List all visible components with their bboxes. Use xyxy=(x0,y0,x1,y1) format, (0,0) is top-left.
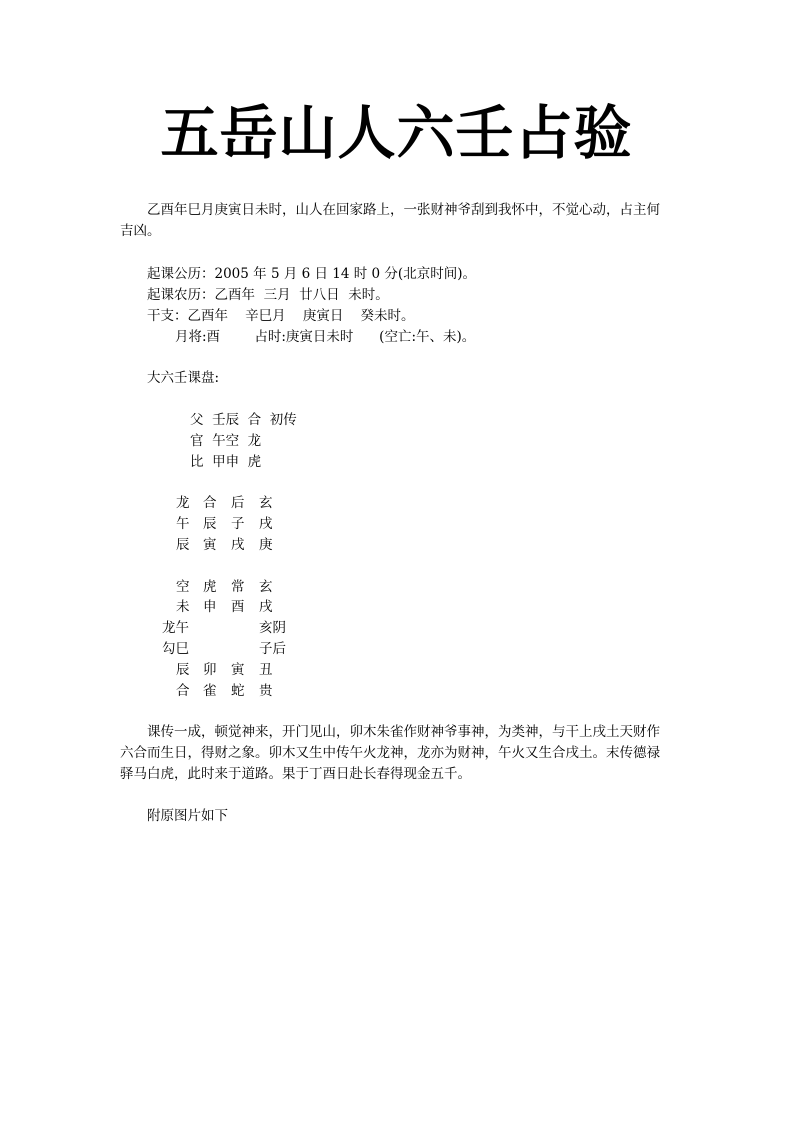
tianpan-cell: 辰 xyxy=(176,662,190,678)
tianpan-cell: 未 xyxy=(176,599,190,615)
sike-cell: 庚 xyxy=(259,537,273,553)
sike-cell: 后 xyxy=(231,495,245,511)
sike-cell: 辰 xyxy=(176,537,190,553)
sike-cell: 戌 xyxy=(259,516,273,532)
tianpan-cell: 酉 xyxy=(231,599,245,615)
tianpan-cell: 寅 xyxy=(231,662,245,678)
sike-cell: 合 xyxy=(203,495,217,511)
tianpan-cell: 丑 xyxy=(259,662,273,678)
intro-paragraph: 乙酉年巳月庚寅日未时，山人在回家路上，一张财神爷刮到我怀中，不觉心动，占主何吉凶。 xyxy=(120,202,660,239)
sanchuan-row: 父 壬辰 合 初传 xyxy=(190,412,297,428)
sike-cell: 玄 xyxy=(259,495,273,511)
sike-cell: 辰 xyxy=(203,516,217,532)
footer-note: 附原图片如下 xyxy=(147,808,228,824)
sike-cell: 午 xyxy=(176,516,190,532)
tianpan-cell: 贵 xyxy=(259,683,273,699)
sike-cell: 戌 xyxy=(231,537,245,553)
sike-cell: 子 xyxy=(231,516,245,532)
tianpan-cell: 雀 xyxy=(203,683,217,699)
gongli-line: 起课公历：2005 年 5 月 6 日 14 时 0 分(北京时间)。 xyxy=(147,266,476,282)
sike-cell: 龙 xyxy=(176,495,190,511)
tianpan-cell: 申 xyxy=(203,599,217,615)
ganzhi-line: 干支：乙酉年 辛巳月 庚寅日 癸未时。 xyxy=(147,308,415,324)
pan-label: 大六壬课盘: xyxy=(147,370,220,386)
tianpan-cell: 常 xyxy=(231,579,245,595)
tianpan-cell: 合 xyxy=(176,683,190,699)
tianpan-cell: 蛇 xyxy=(231,683,245,699)
tianpan-cell: 虎 xyxy=(203,579,217,595)
page-title: 五岳山人六壬占验 xyxy=(160,99,633,167)
tianpan-cell: 卯 xyxy=(203,662,217,678)
sanchuan-row: 官 午空 龙 xyxy=(190,433,262,449)
tianpan-cell: 龙午 xyxy=(162,620,189,636)
sike-cell: 寅 xyxy=(203,537,217,553)
tianpan-cell: 空 xyxy=(176,579,190,595)
tianpan-cell: 戌 xyxy=(259,599,273,615)
tianpan-cell: 子后 xyxy=(259,641,286,657)
sanchuan-row: 比 甲申 虎 xyxy=(190,454,262,470)
yuejiang-line: 月将:酉 占时:庚寅日未时 (空亡:午、未)。 xyxy=(175,329,476,345)
tianpan-cell: 玄 xyxy=(259,579,273,595)
tianpan-cell: 勾巳 xyxy=(162,641,189,657)
tianpan-cell: 亥阴 xyxy=(259,620,286,636)
analysis-paragraph: 课传一成，顿觉神来，开门见山，卯木朱雀作财神爷事神，为类神，与干上戌土天财作六合而生日，得财之象。卯木又生中传午火龙神，龙亦为财神，午火又生合戌土。末传德禄驿马白虎，此时来于道路。果于丁酉日赴长春得现金五千。 xyxy=(120,724,660,782)
nongli-line: 起课农历：乙酉年 三月 廿八日 未时。 xyxy=(147,287,389,303)
